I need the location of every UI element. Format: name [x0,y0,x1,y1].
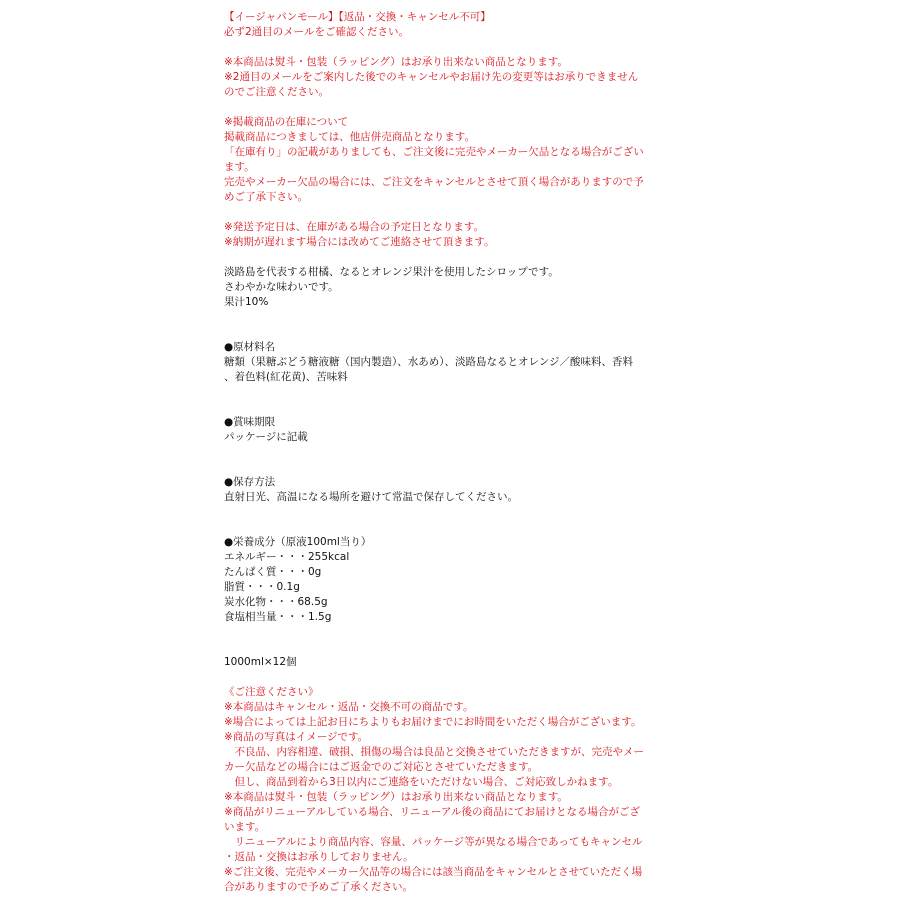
caution-line: リニューアルにより商品内容、容量、パッケージ等が異なる場合であってもキャンセル [224,836,643,848]
best-before-value: パッケージに記載 [224,431,308,443]
nutrition-carbohydrate: 炭水化物・・・68.5g [224,596,328,608]
caution-line: ※場合によっては上記お日にちよりもお届けまでにお時間をいただく場合がございます。 [224,716,642,728]
product-notice-page [224,10,654,895]
notice-shipping-line: ※発送予定日は、在庫がある場合の予定日となります。 [224,221,484,233]
best-before-title: ●賞味期限 [224,416,276,428]
caution-line: ※ご注文後、完売やメーカー欠品等の場合には該当商品をキャンセルとさせていただく場 [224,866,643,878]
notice-stock-line: 完売やメーカー欠品の場合には、ご注文をキャンセルとさせて頂く場合がありますので予 [224,176,644,188]
ingredients-line: 、着色料(紅花黄)、苦味料 [224,371,348,383]
caution-line: カー欠品などの場合にはご返金でのご対応とさせていただきます。 [224,761,539,773]
notice-stock-line: めご了承下さい。 [224,191,308,203]
product-description [224,265,654,310]
caution-line: ・返品・交換はお承りしておりません。 [224,851,414,863]
storage-value: 直射日光、高温になる場所を避けて常温で保存してください。 [224,491,518,503]
ingredients-line: 糖類（果糖ぶどう糖液糖（国内製造）、水あめ）、淡路島なるとオレンジ／酸味料、香料 [224,356,633,368]
notice-stock-line: 掲載商品につきましては、他店併売商品となります。 [224,131,475,143]
description-line: 淡路島を代表する柑橘、なるとオレンジ果汁を使用したシロップです。 [224,266,559,278]
package-section [224,655,654,670]
package-quantity: 1000ml×12個 [224,656,297,668]
notice-stock-line: 「在庫有り」の記載がありましても、ご注文後に完売やメーカー欠品となる場合がござい [224,146,644,158]
caution-section [224,685,654,895]
nutrition-fat: 脂質・・・0.1g [224,581,300,593]
caution-line: ※商品がリニューアルしている場合、リニューアル後の商品にてお届けとなる場合がござ [224,806,640,818]
notice-shipping-line: ※納期が遅れます場合には改めてご連絡させて頂きます。 [224,236,495,248]
caution-line: ※本商品は熨斗・包装（ラッピング）はお承り出来ない商品となります。 [224,791,568,803]
description-line: さわやかな味わいです。 [224,281,339,293]
caution-line: います。 [224,821,266,833]
notice-wrapping-line: ※本商品は熨斗・包装（ラッピング）はお承り出来ない商品となります。 [224,56,568,68]
nutrition-section [224,535,654,625]
ingredients-title: ●原材料名 [224,341,276,353]
notice-wrapping [224,55,654,100]
caution-title: 《ご注意ください》 [224,686,319,698]
storage-title: ●保存方法 [224,476,276,488]
caution-line: 不良品、内容相違、破損、損傷の場合は良品と交換させていただきますが、完売やメー [224,746,644,758]
notice-wrapping-line: ※2通目のメールをご案内した後でのキャンセルやお届け先の変更等はお承りできません [224,71,639,83]
notice-stock-line: ます。 [224,161,255,173]
nutrition-protein: たんぱく質・・・0g [224,566,322,578]
juice-content: 果汁10% [224,296,269,308]
notice-wrapping-line: のでご注意ください。 [224,86,329,98]
nutrition-energy: エネルギー・・・255kcal [224,551,350,563]
caution-line: 合がありますので予めご了承ください。 [224,881,413,893]
ingredients-section [224,340,654,385]
notice-shipping [224,220,654,250]
caution-line: 但し、商品到着から3日以内にご連絡をいただけない場合、ご対応致しかねます。 [224,776,619,788]
best-before-section [224,415,654,445]
storage-section [224,475,654,505]
notice-confirm-email: 必ず2通目のメールをご確認ください。 [224,26,409,38]
notice-stock [224,115,654,205]
nutrition-title: ●栄養成分（原液100ml当り） [224,536,372,548]
caution-line: ※商品の写真はイメージです。 [224,731,369,743]
nutrition-salt: 食塩相当量・・・1.5g [224,611,332,623]
notice-top [224,10,654,40]
caution-line: ※本商品はキャンセル・返品・交換不可の商品です。 [224,701,474,713]
notice-header: 【イージャパンモール】【返品・交換・キャンセル不可】 [224,11,491,23]
notice-stock-line: ※掲載商品の在庫について [224,116,349,128]
